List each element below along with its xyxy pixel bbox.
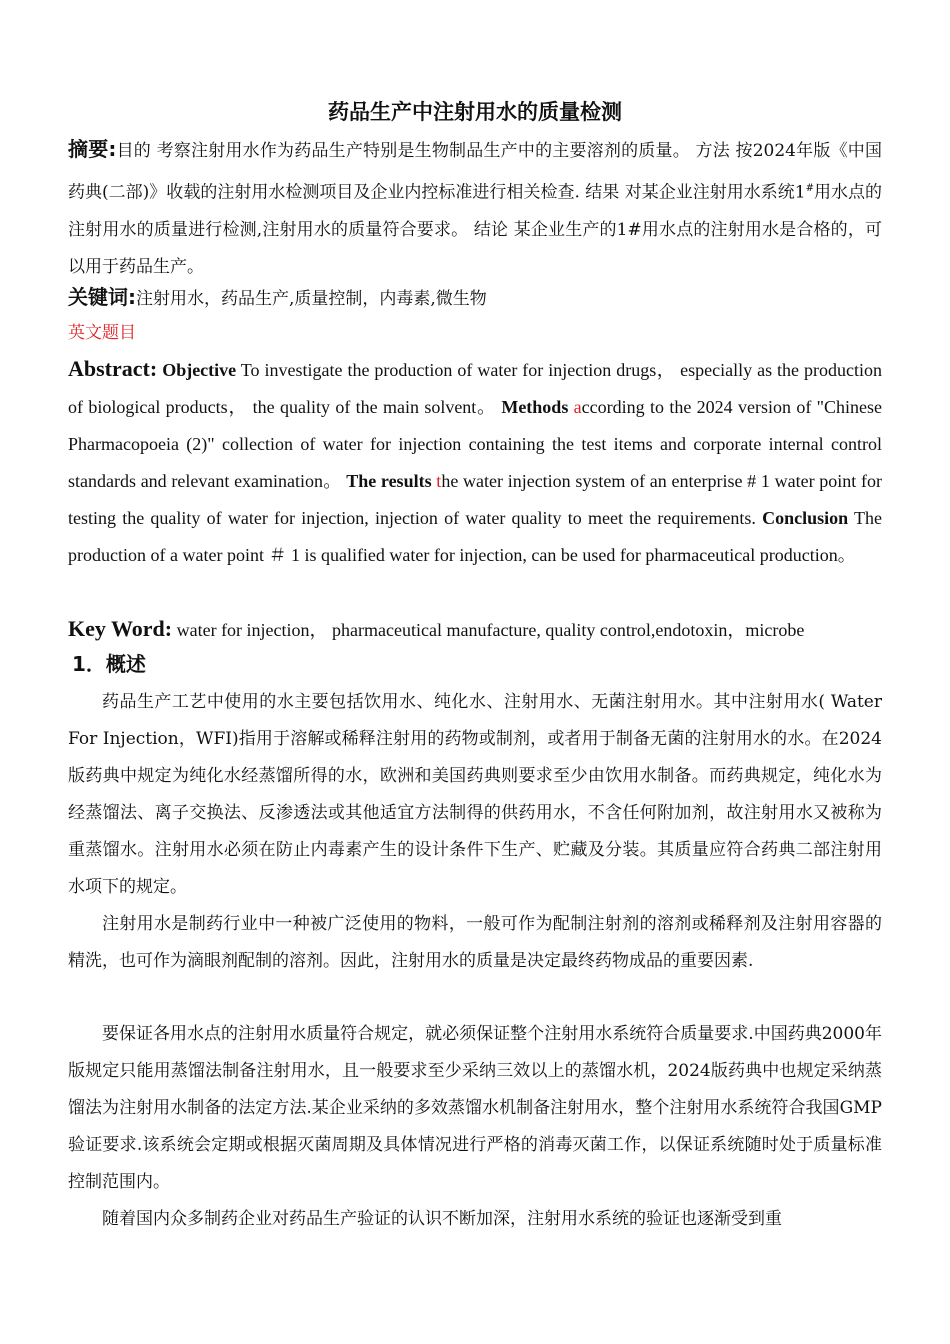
section-paragraph-2: 注射用水是制药行业中一种被广泛使用的物料，一般可作为配制注射剂的溶剂或稀释剂及注射用容器的精洗，也可作为滴眼剂配制的溶剂。因此，注射用水的质量是决定最终药物成品的重要因素. — [68, 914, 882, 971]
keywords-cn-label: 关键词: — [68, 285, 136, 309]
methods-text: ccording to the 2024 version of "Chinese Pharmacopoeia (2)" collection of water for injection containing the test items and corporate internal control standards and relevant examination。 — [68, 397, 882, 491]
results-text: he water injection system of an enterprise # 1 water point for testing the quality of water for injection, injection of water quality to meet the requirements. — [68, 471, 882, 528]
section-paragraph-3: 要保证各用水点的注射用水质量符合规定，就必须保证整个注射用水系统符合质量要求.中国药典2000年版规定只能用蒸馏法制备注射用水，且一般要求至少采纳三效以上的蒸馏水机，2024版药典中也规定采纳蒸馏法为注射用水制备的法定方法.某企业采纳的多效蒸馏水机制备注射用水，整个注射用水系统符合我国GMP验证要求.该系统会定期或根据灭菌周期及具体情况进行严格的消毒灭菌工作，以保证系统随时处于质量标准控制范围内。 — [68, 1024, 882, 1192]
section-heading-text: 1．概述 — [72, 652, 146, 676]
results-label: The results — [346, 471, 432, 491]
abstract-cn-text: 目的 考察注射用水作为药品生产特别是生物制品生产中的主要溶剂的质量。 方法 按2024年版《中国药典(二部)》收载的注射用水检测项目及企业内控标准进行相关检查. 结果 对某企业注射用水系统1 — [68, 141, 882, 203]
objective-text: To investigate the production of water for injection drugs， especially as the production of biological products， the quality of the main solvent。 — [68, 360, 882, 417]
section-paragraph-1: 药品生产工艺中使用的水主要包括饮用水、纯化水、注射用水、无菌注射用水。其中注射用水( Water For Injection，WFI)指用于溶解或稀释注射用的药物或制剂，或者用于制备无菌的注射用水的水。在2024版药典中规定为纯化水经蒸馏所得的水，欧洲和美国药典则要求至少由饮用水制备。而药典规定，纯化水为经蒸馏法、离子交换法、反渗透法或其他适宜方法制得的供药用水，不含任何附加剂，故注射用水又被称为重蒸馏水。注射用水必须在防止内毒素产生的设计条件下生产、贮藏及分装。其质量应符合药典二部注射用水项下的规定。 — [68, 692, 882, 897]
abstract-cn-text2: 用水点的注射用水的质量进行检测,注射用水的质量符合要求。 结论 某企业生产的1#用水点的注射用水是合格的，可以用于药品生产。 — [68, 182, 882, 277]
document-title: 药品生产中注射用水的质量检测 — [328, 100, 622, 124]
methods-first-letter: a — [573, 397, 582, 417]
abstract-cn-sup: # — [805, 183, 814, 194]
section-heading — [72, 646, 886, 685]
conclusion-text: The production of a water point ＃ 1 is qualified water for injection, can be used for pharmaceutical production。 — [68, 508, 882, 565]
abstract-cn — [68, 131, 882, 286]
objective-label: Objective — [162, 360, 237, 380]
abstract-cn-label: 摘要: — [68, 137, 117, 161]
keywords-en-label: Key Word: — [68, 616, 173, 641]
results-first-letter: t — [436, 471, 442, 491]
english-title-placeholder: 英文题目 — [68, 323, 136, 343]
conclusion-label: Conclusion — [762, 508, 849, 528]
keywords-en — [68, 610, 882, 649]
abstract-en — [68, 350, 882, 574]
keywords-cn-text: 注射用水，药品生产,质量控制，内毒素,微生物 — [136, 289, 487, 309]
keywords-en-text: water for injection， pharmaceutical manufacture, quality control,endotoxin，microbe — [172, 620, 805, 640]
section-paragraph-4: 随着国内众多制药企业对药品生产验证的认识不断加深，注射用水系统的验证也逐渐受到重 — [102, 1209, 782, 1229]
abstract-en-label: Abstract: — [68, 356, 158, 381]
keywords-cn — [68, 279, 882, 318]
methods-label: Methods — [501, 397, 569, 417]
